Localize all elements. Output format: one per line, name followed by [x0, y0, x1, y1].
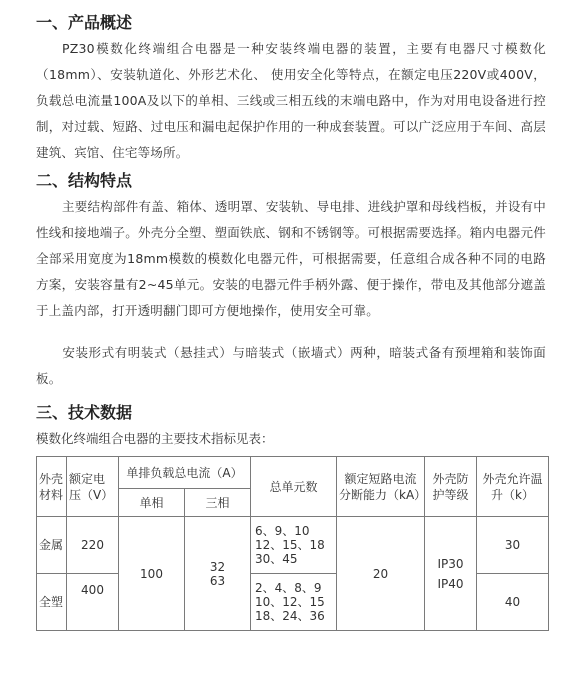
table-caption: 模数化终端组合电器的主要技术指标见表：	[36, 431, 274, 446]
header-short-circuit: 额定短路电流分断能力（kA）	[337, 457, 425, 517]
header-load-current: 单排负载总电流（A）	[119, 457, 251, 489]
header-three-phase: 三相	[185, 489, 251, 517]
protection-values	[425, 517, 477, 631]
section-heading-overview: 一、产品概述	[36, 13, 133, 32]
units-plastic: 2、4、8、9 10、12、15 18、24、36	[251, 574, 337, 631]
voltage-400: 400	[67, 574, 119, 631]
temp-metal: 30	[477, 517, 549, 574]
tech-spec-table	[36, 456, 549, 631]
overview-paragraph	[36, 36, 546, 166]
three-phase-value: 63	[209, 573, 226, 588]
units-metal: 6、9、10 12、15、18 30、45	[251, 517, 337, 574]
structure-paragraph-1-text: 主要结构部件有盖、箱体、透明罩、安装轨、导电排、进线护罩和母线档板，并设有中性线和接地端子。外壳分全塑、塑面铁底、钢和不锈钢等。可根据需要选择。箱内电器元件全部采用宽度为18mm模数的模数化电器元件，可根据需要，任意组合成各种不同的电路方案，安装容量有2~45单元。安装的电器元件手柄外露、便于操作，带电及其他部分遮盖于上盖内部，打开透明翻门即可方便地操作，使用安全可靠。	[36, 199, 546, 318]
header-rated-voltage: 额定电压（V）	[67, 457, 119, 517]
material-plastic: 全塑	[37, 574, 67, 631]
single-phase-value: 100	[119, 517, 185, 631]
section-heading-structure: 二、结构特点	[36, 171, 133, 190]
structure-paragraph-1	[36, 194, 546, 324]
header-material: 外壳材料	[37, 457, 67, 517]
material-metal: 金属	[37, 517, 67, 574]
short-circuit-value: 20	[337, 517, 425, 631]
overview-paragraph-text: PZ30模数化终端组合电器是一种安装终端电器的装置，主要有电器尺寸模数化（18mm）、安装轨道化、外形艺术化、 使用安全化等特点，在额定电压220V或400V，负载总电流量100A及以下的单相、三线或三相五线的末端电路中，作为对用电设备进行控制，对过载、短路、过电压和漏电起保护作用的一种成套装置。可以广泛应用于车间、高层建筑、宾馆、住宅等场所。	[36, 41, 546, 160]
structure-paragraph-2	[36, 340, 546, 392]
protection-value: IP40	[437, 576, 464, 591]
header-temp-rise: 外壳允许温升（k）	[477, 457, 549, 517]
section-heading-tech-data: 三、技术数据	[36, 403, 133, 422]
header-single-phase: 单相	[119, 489, 185, 517]
three-phase-values	[185, 517, 251, 631]
voltage-220: 220	[67, 517, 119, 574]
header-total-units: 总单元数	[251, 457, 337, 517]
header-protection: 外壳防护等级	[425, 457, 477, 517]
protection-value: IP30	[437, 556, 464, 571]
structure-paragraph-2-text: 安装形式有明装式（悬挂式）与暗装式（嵌墙式）两种，暗装式备有预埋箱和装饰面板。	[36, 345, 546, 386]
three-phase-value: 32	[209, 559, 226, 574]
temp-plastic: 40	[477, 574, 549, 631]
